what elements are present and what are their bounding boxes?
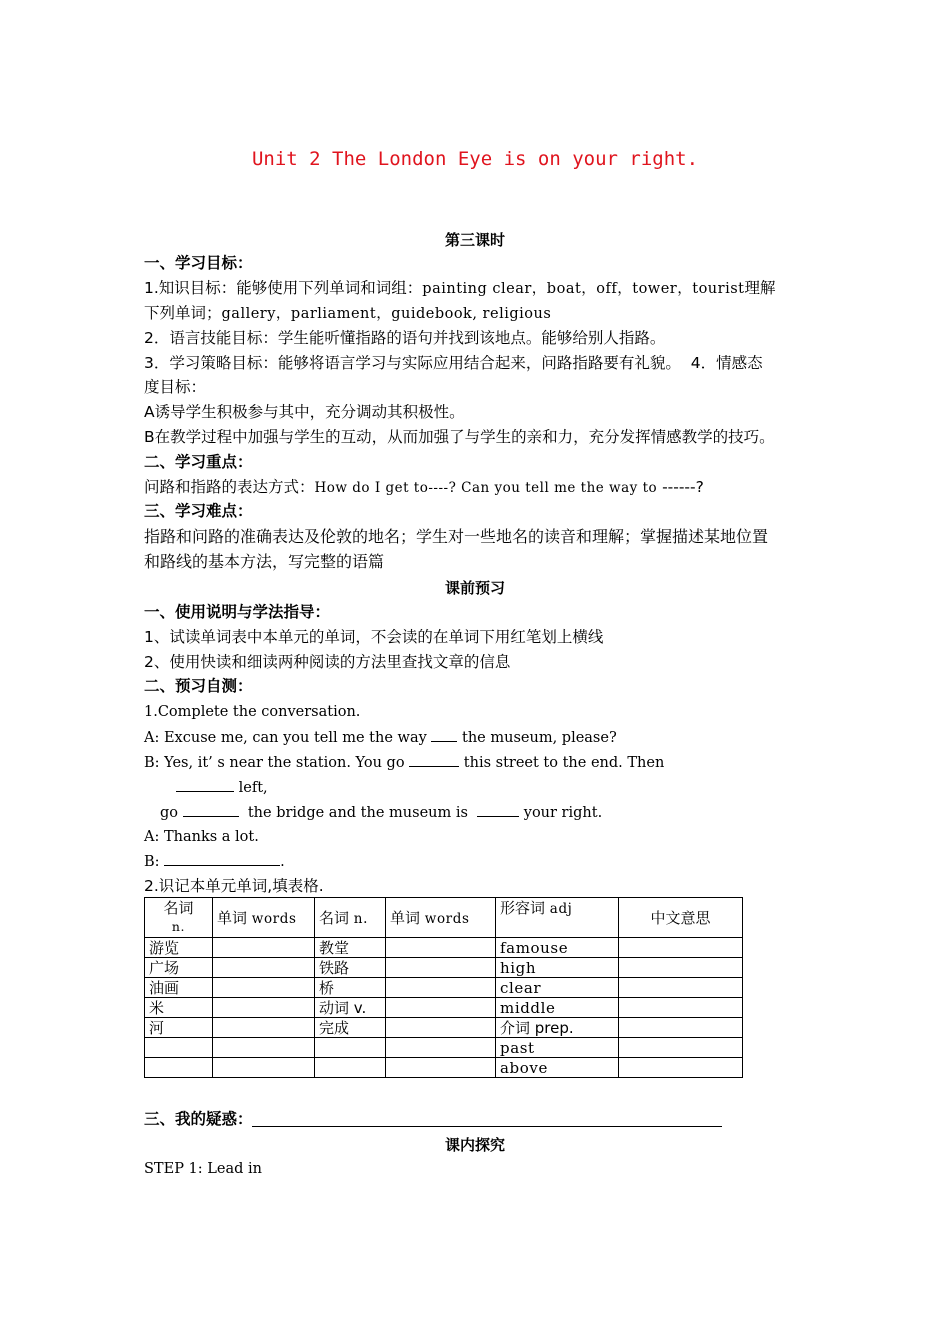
table-cell: 教堂 <box>315 938 386 958</box>
knowledge-words: painting clear，boat，off，tower，tourist <box>422 281 745 297</box>
table-cell-input[interactable] <box>619 1058 743 1078</box>
table-cell-input[interactable] <box>386 998 496 1018</box>
key-points-label: 问路和指路的表达方式： <box>144 478 315 496</box>
knowledge-tail: 理解 <box>744 279 776 297</box>
table-cell-input[interactable] <box>386 978 496 998</box>
strategy-objective <box>144 353 824 373</box>
header-zh: 形容词 <box>500 899 546 917</box>
header-zh: 单词 <box>390 908 421 927</box>
table-cell-input[interactable] <box>315 1058 386 1078</box>
strategy-text: 3．学习策略目标：能够将语言学习与实际应用结合起来，问路指路要有礼貌。 <box>144 354 681 372</box>
header-en: adj <box>549 901 573 917</box>
table-cell-input[interactable] <box>213 978 315 998</box>
table-cell-input[interactable] <box>386 1018 496 1038</box>
header-zh: 名词 <box>319 908 350 927</box>
table-cell: 介词 prep. <box>496 1018 619 1038</box>
understand-words-line <box>144 303 824 324</box>
b3-end: . <box>280 854 285 870</box>
table-cell-input[interactable] <box>213 958 315 978</box>
emotion-continued: 度目标： <box>144 378 207 396</box>
task-1: 1.Complete the conversation. <box>144 704 361 720</box>
doubts-answer-line[interactable] <box>252 1126 722 1127</box>
header-cell <box>315 898 386 938</box>
objectives-heading: 一、学习目标： <box>144 254 253 272</box>
header-cell <box>213 898 315 938</box>
table-cell-input[interactable] <box>145 1038 213 1058</box>
header-zh: 名词 <box>163 899 194 917</box>
b1-part-c: left, <box>238 780 268 796</box>
emotion-point-b: B在教学过程中加强与学生的互动，从而加强了与学生的亲和力，充分发挥情感教学的技巧。 <box>144 428 775 446</box>
blank-way-to[interactable] <box>431 727 457 742</box>
table-cell: 广场 <box>145 958 213 978</box>
conversation-a1 <box>144 727 824 748</box>
header-zh: 中文意思 <box>650 909 711 927</box>
lesson-heading: 第三课时 <box>444 231 505 249</box>
table-cell: 游览 <box>145 938 213 958</box>
table-cell: past <box>496 1038 619 1058</box>
table-cell-input[interactable] <box>619 938 743 958</box>
header-cell <box>619 898 743 938</box>
table-cell-input[interactable] <box>213 938 315 958</box>
header-en: words <box>251 910 297 927</box>
b3-label: B: <box>144 854 160 870</box>
step-1: STEP 1: Lead in <box>144 1161 262 1177</box>
task-2: 2.识记本单元单词,填表格. <box>144 877 324 895</box>
table-row <box>145 998 743 1018</box>
table-row <box>145 978 743 998</box>
blank-turn[interactable] <box>176 777 234 792</box>
b2-part-c: your right. <box>523 805 603 821</box>
table-row <box>145 1018 743 1038</box>
table-cell: famouse <box>496 938 619 958</box>
selftest-heading: 二、预习自测： <box>144 677 253 695</box>
table-cell: 河 <box>145 1018 213 1038</box>
vocabulary-table <box>144 897 743 1078</box>
table-cell: 油画 <box>145 978 213 998</box>
key-points-text <box>144 477 824 498</box>
table-cell-input[interactable] <box>213 998 315 1018</box>
b1-part-b: this street to the end. Then <box>463 755 665 771</box>
table-cell: 米 <box>145 998 213 1018</box>
header-en: words <box>424 910 470 927</box>
table-row <box>145 1058 743 1078</box>
blank-go-street[interactable] <box>409 752 459 767</box>
instructions-heading: 一、使用说明与学法指导： <box>144 603 331 621</box>
table-cell: 铁路 <box>315 958 386 978</box>
conversation-b3 <box>144 851 824 872</box>
instruction-2: 2、使用快读和细读两种阅读的方法里查找文章的信息 <box>144 653 511 671</box>
table-cell-input[interactable] <box>619 978 743 998</box>
conversation-a2: A: Thanks a lot. <box>144 829 259 845</box>
understand-words: gallery，parliament，guidebook, religious <box>221 306 552 322</box>
table-cell: middle <box>496 998 619 1018</box>
conversation-b1-cont <box>176 777 856 798</box>
table-header-row <box>145 898 743 938</box>
table-cell-input[interactable] <box>619 1018 743 1038</box>
blank-on[interactable] <box>477 802 519 817</box>
table-cell-input[interactable] <box>386 1038 496 1058</box>
header-en: n. <box>171 919 186 934</box>
key-points-heading: 二、学习重点： <box>144 453 253 471</box>
header-cell <box>496 898 619 938</box>
header-en: n. <box>353 910 368 927</box>
difficulties-line-1: 指路和问路的准确表达及伦敦的地名；学生对一些地名的读音和理解；掌握描述某地位置 <box>144 527 769 546</box>
b1-part-a: B: Yes, it’ s near the station. You go <box>144 755 405 771</box>
emotion-point-a: A诱导学生积极参与其中，充分调动其积极性。 <box>144 403 465 421</box>
table-cell: 桥 <box>315 978 386 998</box>
difficulties-line-2: 和路线的基本方法，写完整的语篇 <box>144 552 385 571</box>
key-points-english: How do I get to----? Can you tell me the way to <box>314 480 658 496</box>
emotion-number: 4． <box>690 354 717 372</box>
table-cell-input[interactable] <box>619 1038 743 1058</box>
b2-part-a: go <box>160 805 179 821</box>
knowledge-objective <box>144 278 824 299</box>
table-cell-input[interactable] <box>213 1058 315 1078</box>
conversation-b1 <box>144 752 824 773</box>
table-row <box>145 938 743 958</box>
b2-part-b: the bridge and the museum is <box>247 805 468 821</box>
table-cell: above <box>496 1058 619 1078</box>
table-cell-input[interactable] <box>386 1058 496 1078</box>
emotion-label: 情感态 <box>716 354 763 372</box>
table-cell-input[interactable] <box>213 1038 315 1058</box>
table-cell-input[interactable] <box>619 998 743 1018</box>
table-cell: 动词 v. <box>315 998 386 1018</box>
a1-start: A: Excuse me, can you tell me the way <box>144 730 427 746</box>
conversation-b2 <box>160 802 840 823</box>
table-cell-input[interactable] <box>386 938 496 958</box>
a1-end: the museum, please? <box>462 730 617 746</box>
header-zh: 单词 <box>217 908 248 927</box>
skill-objective: 2．语言技能目标：学生能听懂指路的语句并找到该地点。能够给别人指路。 <box>144 329 666 347</box>
header-cell <box>145 898 213 938</box>
class-explore-heading: 课内探究 <box>444 1136 505 1154</box>
doubts-heading: 三、我的疑惑： <box>144 1110 253 1128</box>
table-cell: clear <box>496 978 619 998</box>
difficulties-heading: 三、学习难点： <box>144 502 253 520</box>
table-cell-input[interactable] <box>386 958 496 978</box>
table-row <box>145 1038 743 1058</box>
document-title: Unit 2 The London Eye is on your right. <box>251 148 699 170</box>
table-cell-input[interactable] <box>145 1058 213 1078</box>
table-cell-input[interactable] <box>213 1018 315 1038</box>
key-points-dashes: ------? <box>662 478 704 496</box>
table-row <box>145 958 743 978</box>
preview-heading: 课前预习 <box>444 579 505 597</box>
knowledge-label: 1.知识目标：能够使用下列单词和词组： <box>144 279 423 297</box>
table-cell: 完成 <box>315 1018 386 1038</box>
table-cell-input[interactable] <box>619 958 743 978</box>
table-cell-input[interactable] <box>315 1038 386 1058</box>
instruction-1: 1、试读单词表中本单元的单词，不会读的在单词下用红笔划上横线 <box>144 628 604 646</box>
blank-bridge[interactable] <box>183 802 239 817</box>
blank-reply[interactable] <box>164 851 280 866</box>
header-cell <box>386 898 496 938</box>
understand-label: 下列单词； <box>144 304 222 322</box>
table-cell: high <box>496 958 619 978</box>
